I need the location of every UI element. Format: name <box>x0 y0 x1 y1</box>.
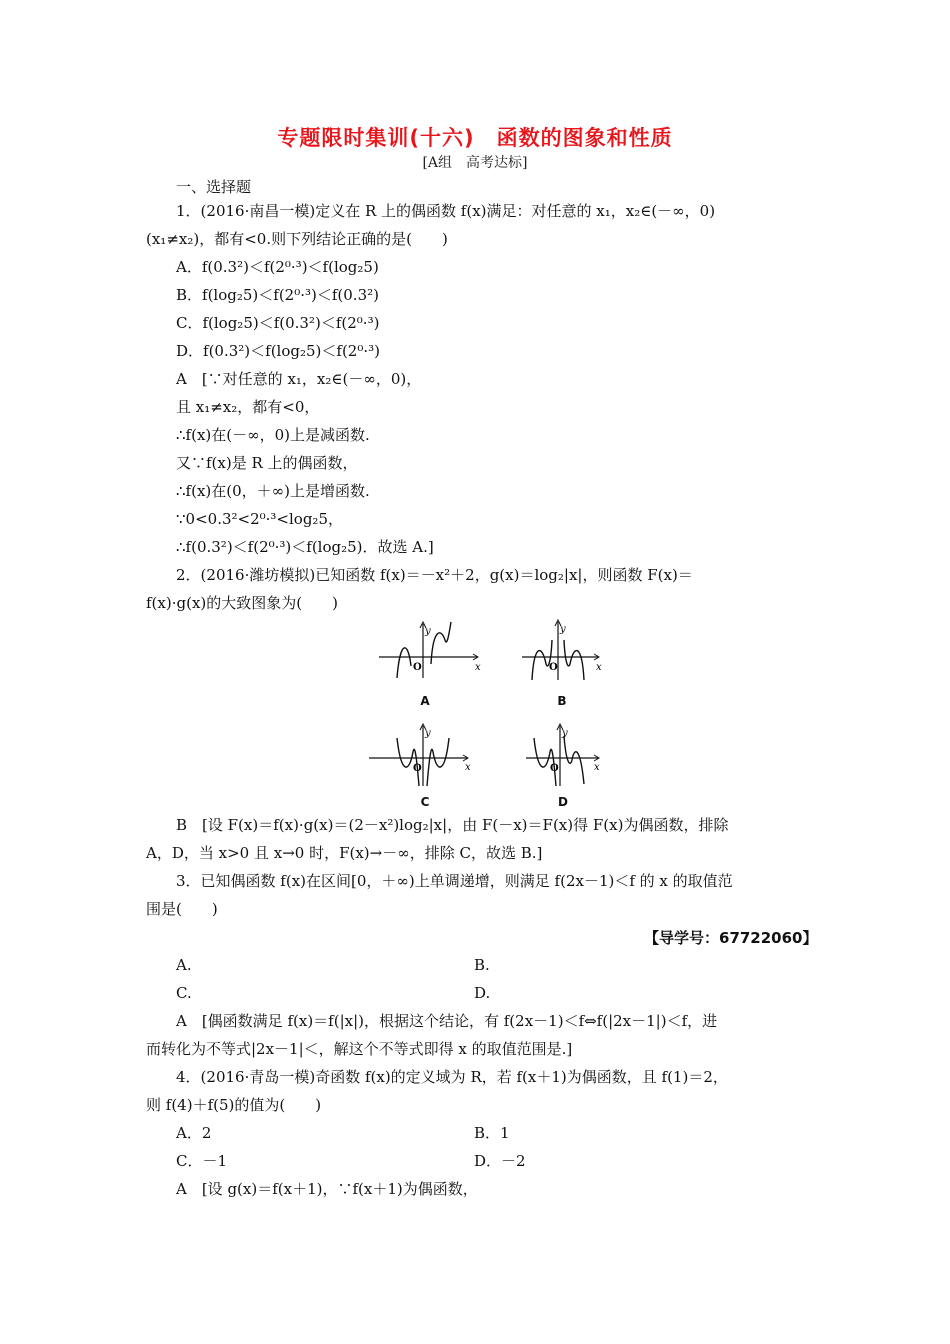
q4-option-d: D．－2 <box>474 1152 526 1170</box>
x-label: x <box>465 762 471 773</box>
q1-option-c: C．f(log₂5)＜f(0.3²)＜f(2⁰·³) <box>176 314 380 332</box>
q4-stem-line1: 4．(2016·青岛一模)奇函数 f(x)的定义域为 R，若 f(x＋1)为偶函数，且 f(1)＝2， <box>176 1068 728 1086</box>
q2-stem-line2: f(x)·g(x)的大致图象为( ) <box>146 594 338 612</box>
q1-solution-line: A [∵对任意的 x₁，x₂∈(－∞，0)， <box>176 370 422 388</box>
q3-solution-line1: A [偶函数满足 f(x)＝f(|x|)，根据这个结论，有 f(2x－1)＜f⇔f(|2x－1|)＜f，进 <box>176 1012 718 1030</box>
q1-option-b: B．f(log₂5)＜f(2⁰·³)＜f(0.3²) <box>176 286 379 304</box>
graph-a-label: A <box>420 694 430 708</box>
q3-option-c: C. <box>176 984 192 1002</box>
origin-label: O <box>550 763 559 774</box>
q3-option-b: B. <box>474 956 490 974</box>
q1-stem-line1: 1．(2016·南昌一模)定义在 R 上的偶函数 f(x)满足：对任意的 x₁，x₂∈(－∞，0) <box>176 202 716 220</box>
q2-solution-line2: A，D，当 x>0 且 x→0 时，F(x)→－∞，排除 C，故选 B.] <box>146 844 543 862</box>
q3-solution-line2: 而转化为不等式|2x－1|＜，解这个不等式即得 x 的取值范围是.] <box>146 1040 573 1058</box>
origin-label: O <box>549 662 558 673</box>
q3-option-a: A. <box>176 956 192 974</box>
x-label: x <box>596 662 602 673</box>
x-label: x <box>475 662 481 673</box>
graph-b-label: B <box>557 694 567 708</box>
q3-stem-line2: 围是( ) <box>146 900 218 918</box>
q4-option-b: B．1 <box>474 1124 510 1142</box>
graph-c-label: C <box>420 795 430 809</box>
origin-label: O <box>413 662 422 673</box>
page-title: 专题限时集训(十六) 函数的图象和性质 <box>277 126 673 150</box>
graph-a <box>375 620 485 682</box>
y-label: y <box>425 728 431 739</box>
q3-option-d: D. <box>474 984 491 1002</box>
q1-solution-line: 又∵f(x)是 R 上的偶函数， <box>176 454 358 472</box>
q4-option-a: A．2 <box>176 1124 212 1142</box>
graph-b <box>518 618 604 682</box>
graph-d <box>524 722 604 788</box>
origin-label: O <box>413 763 422 774</box>
q1-solution-line: ∴f(x)在(－∞，0)上是减函数. <box>176 426 370 444</box>
q1-option-a: A．f(0.3²)＜f(2⁰·³)＜f(log₂5) <box>176 258 379 276</box>
x-label: x <box>594 762 600 773</box>
section-heading: 一、选择题 <box>176 178 252 196</box>
y-label: y <box>425 626 431 637</box>
q4-solution-line1: A [设 g(x)＝f(x＋1)，∵f(x＋1)为偶函数， <box>176 1180 478 1198</box>
q1-stem-line2: (x₁≠x₂)，都有<0.则下列结论正确的是( ) <box>146 230 448 248</box>
q1-option-d: D．f(0.3²)＜f(log₂5)＜f(2⁰·³) <box>176 342 380 360</box>
q4-option-c: C．－1 <box>176 1152 228 1170</box>
q1-solution-line: ∴f(0.3²)＜f(2⁰·³)＜f(log₂5)．故选 A.] <box>176 538 434 556</box>
q3-stem-line1: 3．已知偶函数 f(x)在区间[0，＋∞)上单调递增，则满足 f(2x－1)＜f 的 x 的取值范 <box>176 872 733 890</box>
graph-d-label: D <box>558 795 568 809</box>
q1-solution-line: 且 x₁≠x₂，都有<0， <box>176 398 320 416</box>
guide-number: 【导学号：67722060】 <box>644 929 818 947</box>
y-label: y <box>560 624 566 635</box>
q2-stem-line1: 2．(2016·潍坊模拟)已知函数 f(x)＝－x²＋2，g(x)＝log₂|x|，则函数 F(x)＝ <box>176 566 693 584</box>
q4-stem-line2: 则 f(4)＋f(5)的值为( ) <box>146 1096 322 1114</box>
q1-solution-line: ∴f(x)在(0，＋∞)上是增函数. <box>176 482 370 500</box>
group-subtitle: [A组 高考达标] <box>422 155 528 171</box>
q1-solution-line: ∵0<0.3²<2⁰·³<log₂5， <box>176 510 343 528</box>
graph-c <box>365 722 475 788</box>
q2-solution-line1: B [设 F(x)＝f(x)·g(x)＝(2－x²)log₂|x|，由 F(－x)＝F(x)得 F(x)为偶函数，排除 <box>176 816 729 834</box>
y-label: y <box>562 728 568 739</box>
